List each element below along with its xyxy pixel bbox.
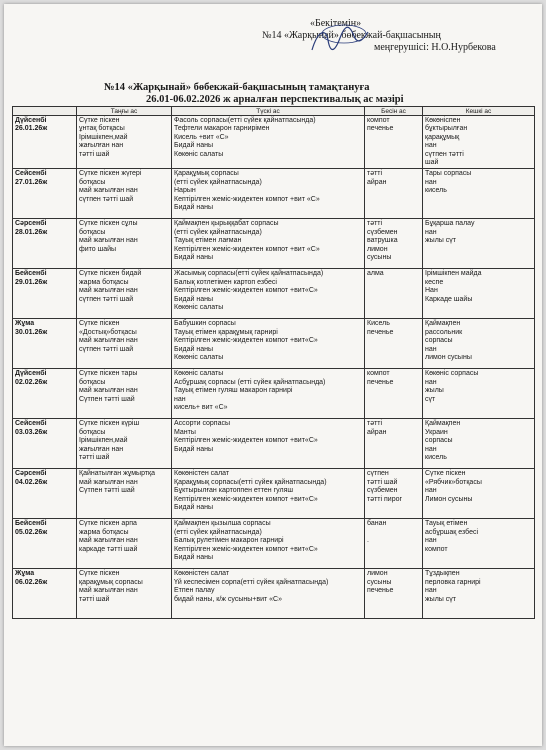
cell-lunch-line: Кептірілген жеміс-жидектен компот +вит«С» — [174, 495, 318, 503]
cell-day — [13, 219, 77, 269]
cell-day-line: 29.01.26ж — [15, 278, 48, 286]
cell-lunch — [172, 219, 365, 269]
cell-day — [13, 369, 77, 419]
cell-snack — [365, 319, 423, 369]
cell-lunch-line: Қаймақпен қызылша сорпасы — [174, 520, 271, 528]
cell-breakfast-line: май жағылған нан — [79, 478, 138, 486]
cell-snack-line: печенье — [367, 587, 394, 595]
cell-snack — [365, 219, 423, 269]
table-row — [13, 219, 535, 269]
cell-breakfast-line: фито шайы — [79, 245, 117, 253]
cell-day — [13, 169, 77, 219]
cell-dinner-line: сорпасы — [425, 437, 453, 445]
cell-dinner — [423, 469, 535, 519]
cell-lunch-line: Бидай наны — [174, 445, 213, 453]
cell-dinner-line: нан — [425, 537, 437, 545]
cell-breakfast-line: қарақұмық сорпасы — [79, 578, 143, 586]
column-header-snack: Бесін ас — [365, 107, 423, 116]
cell-day — [13, 419, 77, 469]
cell-breakfast-line: жағылған нан — [79, 142, 124, 150]
cell-day-line: Бейсенбі — [15, 270, 47, 278]
cell-snack — [365, 569, 423, 619]
cell-lunch-line: Бидай наны — [174, 142, 213, 150]
cell-breakfast-line: Қайнатылған жұмыртқа — [79, 470, 155, 478]
cell-day — [13, 519, 77, 569]
cell-breakfast — [77, 519, 172, 569]
cell-day-line: Бейсенбі — [15, 520, 47, 528]
cell-lunch-line: Балық рулетімен макарон гарнирі — [174, 537, 284, 545]
cell-day-line: Сейсенбі — [15, 420, 47, 428]
cell-lunch-line: Ассорти сорпасы — [174, 420, 231, 428]
cell-day — [13, 319, 77, 369]
cell-lunch-line: Етпен палау — [174, 587, 215, 595]
column-header-lunch: Түскі ас — [172, 107, 365, 116]
cell-lunch — [172, 319, 365, 369]
cell-lunch — [172, 469, 365, 519]
cell-lunch — [172, 419, 365, 469]
approval-heading: «Бекітемін» — [310, 18, 362, 29]
cell-breakfast-line: тәтті шай — [79, 595, 110, 603]
cell-snack-line: печенье — [367, 378, 394, 386]
cell-lunch-line: Көкөністен салат — [174, 470, 230, 478]
cell-breakfast-line: ботқасы — [79, 228, 106, 236]
cell-dinner-line: Сүтке піскен — [425, 470, 466, 478]
table-row — [13, 369, 535, 419]
cell-lunch-line: Кептірілген жеміс-жидектен компот +вит«С» — [174, 437, 318, 445]
cell-lunch-line: Бидай наны — [174, 295, 213, 303]
table-row — [13, 269, 535, 319]
cell-lunch-line: Кептірілген жеміс-жидектен компот +вит«С» — [174, 337, 318, 345]
cell-dinner-line: Бұқарша палау — [425, 220, 475, 228]
cell-dinner-line: нан — [425, 345, 437, 353]
cell-breakfast — [77, 116, 172, 169]
cell-dinner-line: нан — [425, 142, 437, 150]
cell-lunch-line: нан — [174, 395, 186, 403]
cell-breakfast-line: май жағылған нан — [79, 387, 138, 395]
cell-snack — [365, 269, 423, 319]
cell-dinner-line: Көкөніс сорпасы — [425, 370, 479, 378]
cell-lunch — [172, 369, 365, 419]
cell-breakfast-line: Ірімшікпен,май — [79, 437, 128, 445]
cell-day-line: 27.01.26ж — [15, 178, 48, 186]
cell-lunch-line: Кептірілген жеміс-жидектен компот +вит «С» — [174, 195, 320, 203]
cell-breakfast-line: сүтпен тәтті шай — [79, 195, 134, 203]
cell-dinner — [423, 369, 535, 419]
cell-lunch-line: Кептірілген жеміс-жидектен компот +вит«С» — [174, 545, 318, 553]
table-row — [13, 169, 535, 219]
cell-breakfast-line: сүтпен тәтті шай — [79, 295, 134, 303]
cell-lunch — [172, 519, 365, 569]
cell-dinner-line: кисель — [425, 187, 447, 195]
cell-lunch-line: Қаймақпен қырыққабат сорпасы — [174, 220, 279, 228]
cell-breakfast — [77, 219, 172, 269]
cell-day-line: 03.03.26ж — [15, 428, 48, 436]
cell-day-line: 04.02.26ж — [15, 478, 48, 486]
cell-lunch — [172, 116, 365, 169]
cell-dinner-line: лимон сусыны — [425, 354, 472, 362]
cell-breakfast — [77, 419, 172, 469]
cell-snack — [365, 519, 423, 569]
cell-breakfast-line: Сүтке піскен — [79, 570, 120, 578]
cell-lunch-line: Тауық етімен қарақұмық гарнирі — [174, 328, 278, 336]
cell-lunch-line: Бабушкин сорпасы — [174, 320, 236, 328]
cell-dinner-line: асбұршақ езбесі — [425, 528, 479, 536]
cell-dinner-line: Лимон сусыны — [425, 495, 473, 503]
cell-breakfast-line: май жағылған нан — [79, 287, 138, 295]
cell-breakfast — [77, 169, 172, 219]
cell-snack-line: лимон — [367, 570, 388, 578]
cell-day — [13, 569, 77, 619]
cell-snack-line: компот — [367, 370, 390, 378]
cell-snack-line: алма — [367, 270, 384, 278]
cell-day-line: 06.02.26ж — [15, 578, 48, 586]
cell-lunch-line: Көкөніс салаты — [174, 370, 224, 378]
cell-snack-line: печенье — [367, 125, 394, 133]
cell-dinner-line: нан — [425, 178, 437, 186]
cell-lunch-line: Тефтели макарон гарнирімен — [174, 125, 270, 133]
table-row — [13, 116, 535, 169]
document-title — [104, 82, 534, 106]
cell-snack — [365, 369, 423, 419]
cell-snack-line — [367, 529, 420, 537]
cell-breakfast-line: жарма ботқасы — [79, 528, 129, 536]
table-header-row — [13, 107, 535, 116]
table-row — [13, 519, 535, 569]
cell-day-line: Сейсенбі — [15, 170, 47, 178]
approval-block — [234, 18, 534, 54]
cell-breakfast-line: ботқасы — [79, 428, 106, 436]
cell-snack-line: сүзбемен — [367, 228, 398, 236]
cell-lunch-line: Балық котлетімен картоп езбесі — [174, 278, 277, 286]
cell-breakfast-line: Сүтке піскен жүгері — [79, 170, 142, 178]
cell-dinner-line: «Рябчик»ботқасы — [425, 478, 482, 486]
cell-breakfast-line: май жағылған нан — [79, 587, 138, 595]
cell-dinner-line: жылы сүт — [425, 595, 456, 603]
cell-day-line: 30.01.26ж — [15, 328, 48, 336]
cell-lunch-line: Бидай наны — [174, 204, 213, 212]
cell-lunch — [172, 169, 365, 219]
cell-dinner-line: сорпасы — [425, 337, 453, 345]
cell-dinner-line: Қаймақпен — [425, 420, 461, 428]
cell-breakfast-line: Сүтпен тәтті шай — [79, 395, 135, 403]
cell-day — [13, 269, 77, 319]
cell-breakfast-line: жағылған нан — [79, 445, 124, 453]
cell-day-line: Жұма — [15, 320, 35, 328]
cell-snack-line: тәтті — [367, 170, 383, 178]
table-row — [13, 569, 535, 619]
cell-dinner-line: нан — [425, 587, 437, 595]
cell-lunch-line: Көкөністен салат — [174, 570, 230, 578]
cell-snack-line: тәтті — [367, 220, 383, 228]
cell-day-line: Сәрсенбі — [15, 470, 47, 478]
cell-dinner-line: Нан — [425, 287, 438, 295]
table-row — [13, 319, 535, 369]
cell-dinner-line: сүт — [425, 395, 436, 403]
cell-lunch-line: Көкөніс салаты — [174, 304, 224, 312]
cell-snack-line: ватрушка — [367, 237, 398, 245]
cell-dinner-line: Қаймақпен — [425, 320, 461, 328]
cell-snack — [365, 169, 423, 219]
cell-snack-line: тәтті шай — [367, 478, 398, 486]
cell-lunch-line: Манты — [174, 428, 196, 436]
column-header-dinner: Кешкі ас — [423, 107, 535, 116]
cell-dinner-line: Тары сорпасы — [425, 170, 472, 178]
cell-breakfast-line: Сүтпен тәтті шай — [79, 487, 135, 495]
cell-day-line: Сәрсенбі — [15, 220, 47, 228]
cell-dinner-line: рассольник — [425, 328, 463, 336]
cell-dinner-line: Каркаде шайы — [425, 295, 473, 303]
cell-lunch-line: Қарақұмық сорпасы — [174, 170, 239, 178]
cell-dinner-line: нан — [425, 445, 437, 453]
cell-lunch-line: (етті сүйек қайнатпасында) — [174, 228, 262, 236]
cell-dinner-line: қарақұмық — [425, 133, 460, 141]
cell-day-line: Дүйсенбі — [15, 117, 47, 124]
cell-breakfast-line: Сүтке піскен — [79, 320, 120, 328]
cell-breakfast-line: «Достық»ботқасы — [79, 328, 137, 336]
cell-lunch-line: Бидай наны — [174, 504, 213, 512]
cell-breakfast-line: май жағылған нан — [79, 187, 138, 195]
cell-lunch-line: Бидай наны — [174, 345, 213, 353]
cell-lunch-line: (етті сүйек қайнатпасында) — [174, 178, 262, 186]
cell-snack-line: сүзбемен — [367, 487, 398, 495]
cell-lunch-line: Тауық етімен гуляш макарон гарнирі — [174, 387, 293, 395]
cell-breakfast-line: Сүтке піскен тары — [79, 370, 138, 378]
cell-lunch-line: Үй кеспесімен сорпа(етті сүйек қайнатпасында) — [174, 578, 329, 586]
cell-dinner — [423, 569, 535, 619]
cell-day-line: Дүйсенбі — [15, 370, 47, 378]
cell-dinner — [423, 269, 535, 319]
cell-snack-line: сүтпен — [367, 470, 389, 478]
cell-breakfast-line: Сүтке піскен күріш — [79, 420, 140, 428]
cell-dinner — [423, 519, 535, 569]
cell-dinner — [423, 219, 535, 269]
cell-dinner-line: Тұздықпен — [425, 570, 460, 578]
cell-breakfast — [77, 469, 172, 519]
cell-breakfast — [77, 369, 172, 419]
cell-dinner — [423, 169, 535, 219]
cell-lunch-line: Асбұршақ сорпасы (етті сүйек қайнатпасында) — [174, 378, 326, 386]
cell-lunch — [172, 269, 365, 319]
cell-snack — [365, 419, 423, 469]
cell-dinner-line: нан — [425, 487, 437, 495]
cell-snack-line: банан — [367, 520, 387, 528]
cell-snack-line: сусыны — [367, 254, 392, 262]
cell-snack-line: лимон — [367, 245, 388, 253]
cell-breakfast-line: жарма ботқасы — [79, 278, 129, 286]
cell-breakfast-line: сүтпен тәтті шай — [79, 345, 134, 353]
cell-lunch-line: Қарақұмық сорпасы(етті сүйек қайнатпасында) — [174, 478, 327, 486]
table-row — [13, 419, 535, 469]
cell-dinner-line: кеспе — [425, 278, 444, 286]
cell-dinner-line: компот — [425, 545, 448, 553]
cell-lunch-line: Бидай наны — [174, 554, 213, 562]
cell-day-line: 26.01.26ж — [15, 125, 48, 133]
cell-dinner-line: жылы сүт — [425, 237, 456, 245]
cell-snack-line: айран — [367, 178, 387, 186]
cell-snack-line: тәтті пирог — [367, 495, 403, 503]
cell-dinner — [423, 419, 535, 469]
cell-lunch-line: Кептірілген жеміс-жидектен компот +вит «С» — [174, 245, 320, 253]
cell-snack-line: айран — [367, 428, 387, 436]
cell-breakfast — [77, 269, 172, 319]
cell-breakfast-line: тәтті шай — [79, 454, 110, 462]
director-name: меңгерушісі: Н.О.Нурбекова — [374, 42, 496, 53]
cell-day-line: Жұма — [15, 570, 35, 578]
cell-breakfast-line: ұнтақ ботқасы — [79, 125, 125, 133]
cell-day-line: 02.02.26ж — [15, 378, 48, 386]
cell-lunch-line: кисель+ вит «С» — [174, 404, 228, 412]
cell-snack-line: компот — [367, 117, 390, 124]
cell-lunch-line: Көкөніс салаты — [174, 354, 224, 362]
cell-lunch-line: Жасымық сорпасы(етті сүйек қайнатпасында) — [174, 270, 324, 278]
cell-dinner-line: Украин — [425, 428, 448, 436]
cell-snack — [365, 116, 423, 169]
cell-dinner — [423, 319, 535, 369]
cell-day — [13, 469, 77, 519]
cell-dinner-line: шай — [425, 159, 439, 167]
cell-lunch-line: Бидай наны — [174, 254, 213, 262]
cell-breakfast-line: май жағылған нан — [79, 337, 138, 345]
cell-lunch-line: Тауық етімен лағман — [174, 237, 242, 245]
cell-dinner-line: Тауық етімен — [425, 520, 468, 528]
cell-lunch-line: Нарын — [174, 187, 196, 195]
cell-snack-line: печенье — [367, 328, 394, 336]
cell-dinner-line: нан — [425, 378, 437, 386]
cell-dinner-line: перловка гарнирі — [425, 578, 481, 586]
cell-day-line: 05.02.26ж — [15, 528, 48, 536]
cell-lunch-line: (етті сүйек қайнатпасында) — [174, 528, 262, 536]
cell-snack-line: Кисель — [367, 320, 390, 328]
cell-snack-line: . — [367, 537, 369, 545]
cell-breakfast-line: ботқасы — [79, 378, 106, 386]
cell-dinner-line: Көкөніспен — [425, 117, 461, 124]
title-line-1: №14 «Жарқынай» бөбекжай-бақшасының тамақтануға — [104, 82, 370, 93]
cell-snack — [365, 469, 423, 519]
menu-table — [12, 106, 535, 619]
cell-dinner-line: нан — [425, 228, 437, 236]
cell-breakfast-line: Ірімшікпен,май — [79, 133, 128, 141]
cell-lunch-line: Фасоль сорпасы(етті сүйек қайнатпасында) — [174, 117, 316, 124]
cell-day-line: 28.01.26ж — [15, 228, 48, 236]
kindergarten-name: №14 «Жарқынай» бөбекжай-бақшасының — [262, 30, 441, 41]
column-header-day — [13, 107, 77, 116]
cell-breakfast-line: ботқасы — [79, 178, 106, 186]
cell-dinner-line: Ірімшікпен майда — [425, 270, 482, 278]
document-page — [4, 4, 542, 746]
cell-dinner — [423, 116, 535, 169]
cell-snack-line: тәтті — [367, 420, 383, 428]
cell-lunch — [172, 569, 365, 619]
cell-breakfast-line: Сүтке піскен бидай — [79, 270, 142, 278]
cell-breakfast — [77, 319, 172, 369]
title-line-2: 26.01-06.02.2026 ж арналған перспективалық ас мәзірі — [146, 94, 404, 105]
cell-breakfast-line: май жағылған нан — [79, 537, 138, 545]
column-header-breakfast: Таңғы ас — [77, 107, 172, 116]
cell-breakfast-line: май жағылған нан — [79, 237, 138, 245]
cell-dinner-line: бұктырылған — [425, 125, 468, 133]
signature-mark — [304, 20, 374, 60]
cell-breakfast-line: каркаде тәтті шай — [79, 545, 138, 553]
cell-dinner-line: жылы — [425, 387, 444, 395]
cell-lunch-line: бидай наны, к/ж сусыны+вит «С» — [174, 595, 282, 603]
cell-breakfast-line: Сүтке піскен арпа — [79, 520, 137, 528]
cell-lunch-line: Кептірілген жеміс-жидектен компот +вит«С» — [174, 287, 318, 295]
cell-lunch-line: Кисель +вит «С» — [174, 133, 229, 141]
cell-snack-line: сусыны — [367, 578, 392, 586]
table-body — [13, 116, 535, 619]
cell-breakfast-line: Сүтке піскен сұлы — [79, 220, 138, 228]
cell-dinner-line: сүтпен тәтті — [425, 150, 464, 158]
cell-lunch-line: Бұктырылған картоппен еттен гуляш — [174, 487, 293, 495]
cell-breakfast-line: тәтті шай — [79, 150, 110, 158]
cell-day — [13, 116, 77, 169]
table-row — [13, 469, 535, 519]
cell-breakfast-line: Сүтке піскен — [79, 117, 120, 124]
cell-breakfast — [77, 569, 172, 619]
cell-lunch-line: Көкөніс салаты — [174, 150, 224, 158]
cell-dinner-line: кисель — [425, 454, 447, 462]
